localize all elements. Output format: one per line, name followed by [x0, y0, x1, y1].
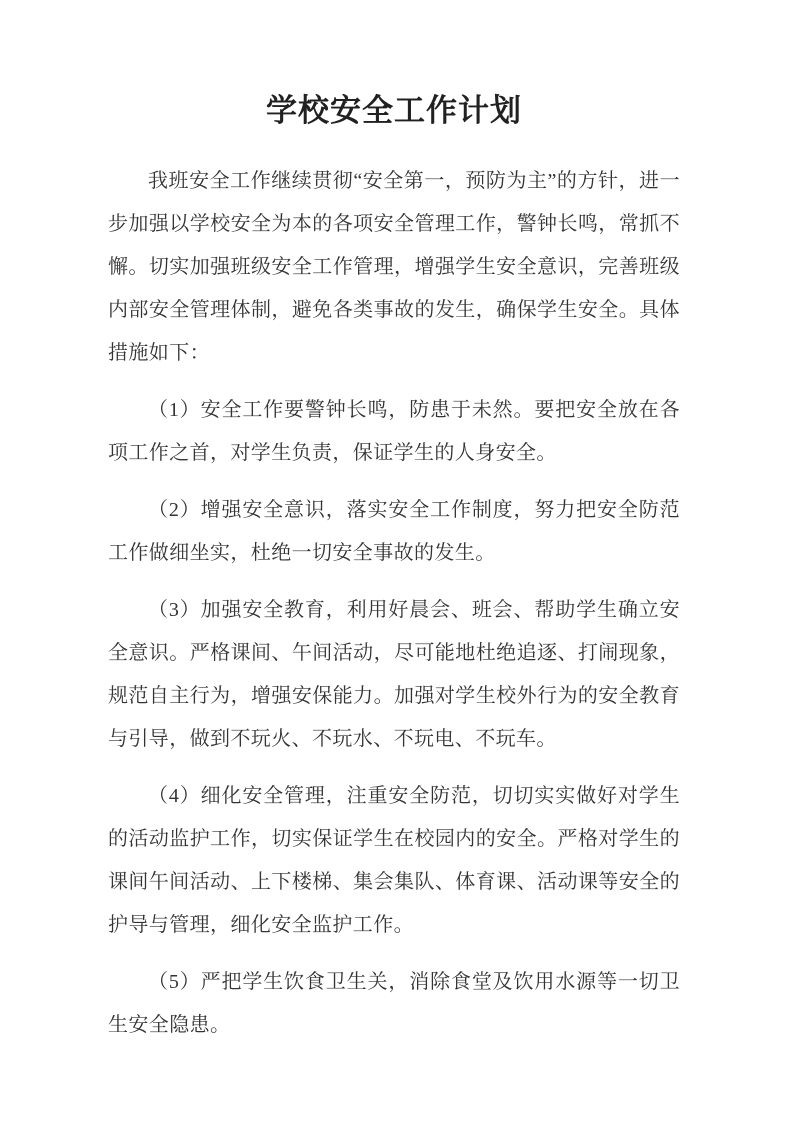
- paragraph-intro: 我班安全工作继续贯彻“安全第一，预防为主”的方针，进一步加强以学校安全为本的各项安全管理工作，警钟长鸣，常抓不懈。切实加强班级安全工作管理，增强学生安全意识，完善班级内部安全管理体制，避免各类事故的发生，确保学生安全。具体措施如下：: [108, 170, 680, 364]
- paragraph-item-1: （1）安全工作要警钟长鸣，防患于未然。要把安全放在各项工作之首，对学生负责，保证学生的人身安全。: [108, 399, 680, 464]
- paragraph-item-3: （3）加强安全教育，利用好晨会、班会、帮助学生确立安全意识。严格课间、午间活动，尽可能地杜绝追逐、打闹现象，规范自主行为，增强安保能力。加强对学生校外行为的安全教育与引导，做到不玩火、不玩水、不玩电、不玩车。: [108, 599, 680, 750]
- document-title: 学校安全工作计划: [266, 93, 522, 128]
- paragraph-item-5: （5）严把学生饮食卫生关，消除食堂及饮用水源等一切卫生安全隐患。: [108, 971, 680, 1036]
- paragraph-item-2: （2）增强安全意识，落实安全工作制度，努力把安全防范工作做细坐实，杜绝一切安全事故的发生。: [108, 499, 680, 564]
- paragraph-item-4: （4）细化安全管理，注重安全防范，切切实实做好对学生的活动监护工作，切实保证学生在校园内的安全。严格对学生的课间午间活动、上下楼梯、集会集队、体育课、活动课等安全的护导与管理，细化安全监护工作。: [108, 785, 680, 936]
